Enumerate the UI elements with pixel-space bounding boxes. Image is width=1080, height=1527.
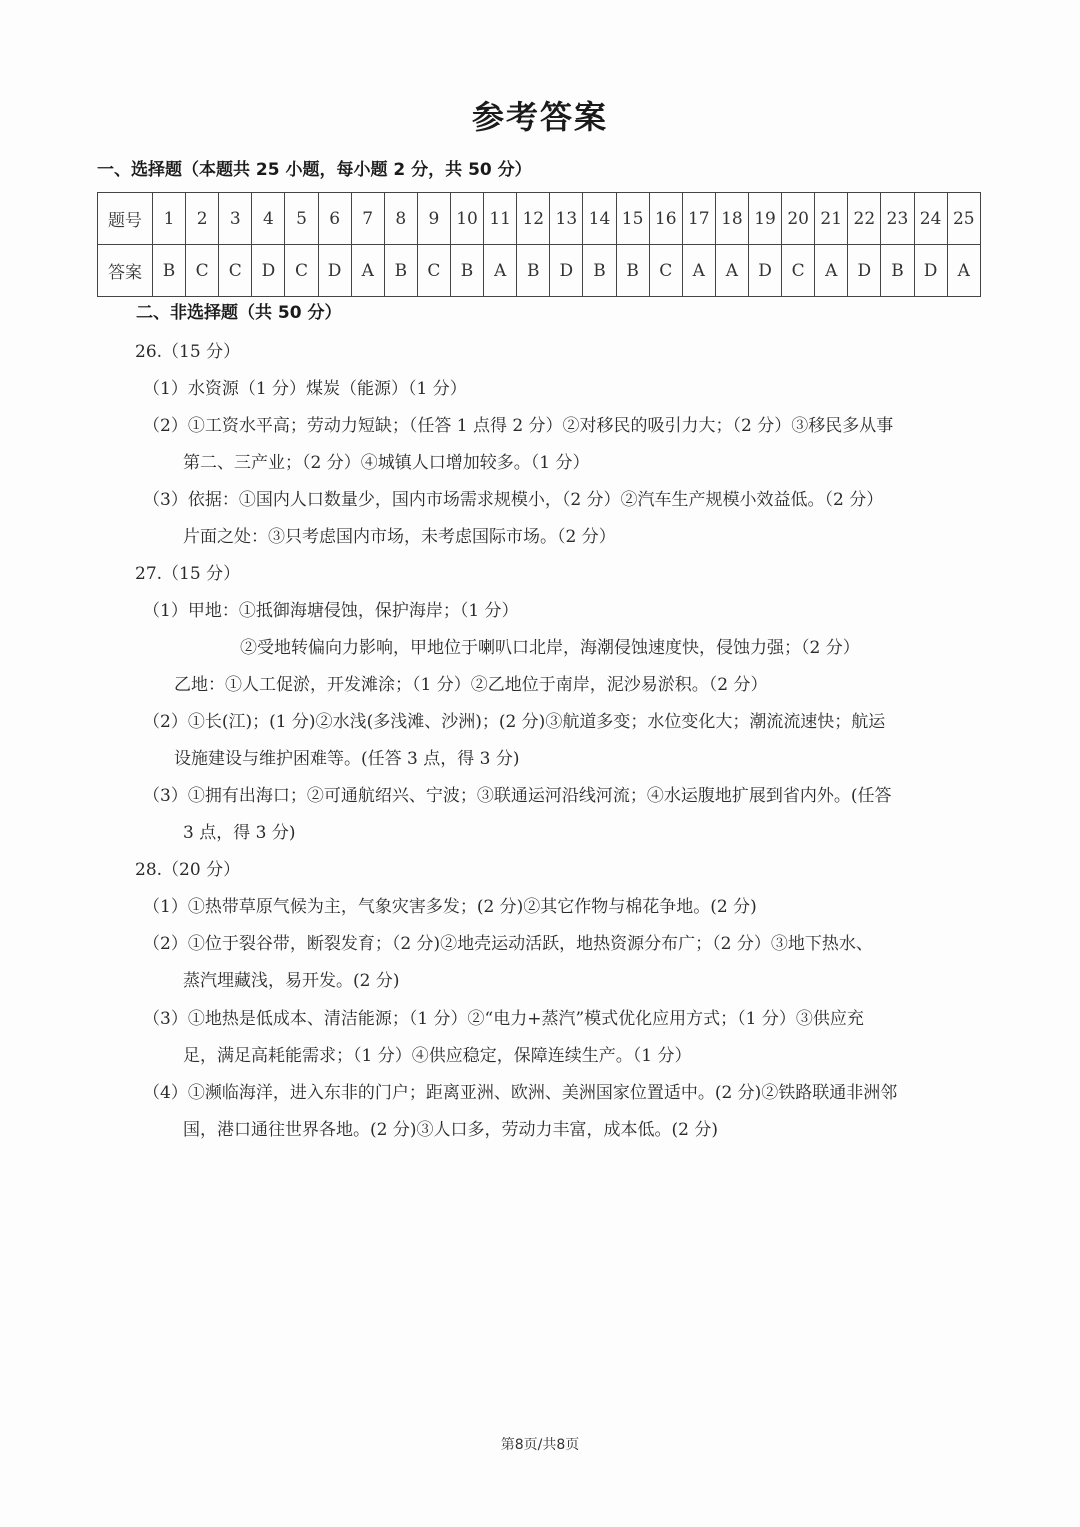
section-heading-free-response: 二、非选择题（共 50 分） (136, 303, 342, 323)
question-number-cell: 9 (417, 193, 450, 245)
table-row-numbers (98, 193, 981, 245)
answer-table (97, 192, 981, 297)
question-number-cell: 18 (715, 193, 748, 245)
question-number-cell: 20 (782, 193, 815, 245)
question-number-cell: 17 (682, 193, 715, 245)
question-number-cell: 12 (517, 193, 550, 245)
answer-line: （3）①拥有出海口；②可通航绍兴、宁波；③联通运河沿线河流；④水运腹地扩展到省内外。(任答 (143, 786, 892, 806)
question-number-cell: 8 (384, 193, 417, 245)
table-row-answers (98, 245, 981, 297)
answer-cell: D (848, 245, 881, 297)
question-number-cell: 2 (186, 193, 219, 245)
question-number-cell: 19 (748, 193, 781, 245)
answer-cell: B (153, 245, 186, 297)
answer-line: （2）①位于裂谷带，断裂发育；（2 分)②地壳运动活跃，地热资源分布广；（2 分）③地下热水、 (143, 934, 873, 954)
answer-line: （1）甲地：①抵御海塘侵蚀，保护海岸；（1 分） (143, 601, 519, 621)
answer-line: 国，港口通往世界各地。(2 分)③人口多，劳动力丰富，成本低。(2 分) (183, 1120, 718, 1140)
answer-cell: D (748, 245, 781, 297)
page-title: 参考答案 (471, 98, 608, 136)
answer-line: 足，满足高耗能需求；（1 分）④供应稳定，保障连续生产。（1 分） (183, 1046, 692, 1066)
answer-line: （3）①地热是低成本、清洁能源；（1 分）②“电力+蒸汽”模式优化应用方式；（1 分）③供应充 (143, 1009, 864, 1029)
answer-cell: A (682, 245, 715, 297)
answer-cell: C (285, 245, 318, 297)
page-number: 第8页/共8页 (500, 1437, 580, 1453)
answer-line: 3 点，得 3 分) (183, 823, 296, 843)
answer-cell: C (649, 245, 682, 297)
answer-cell: A (815, 245, 848, 297)
answer-cell: B (384, 245, 417, 297)
question-heading: 28.（20 分） (135, 860, 241, 880)
answer-line: （4）①濒临海洋，进入东非的门户；距离亚洲、欧洲、美洲国家位置适中。(2 分)②铁路联通非洲邻 (143, 1083, 898, 1103)
question-number-cell: 7 (351, 193, 384, 245)
question-heading: 27.（15 分） (135, 564, 241, 584)
answer-cell: D (318, 245, 351, 297)
answer-cell: B (583, 245, 616, 297)
section-heading-multiple-choice: 一、选择题（本题共 25 小题，每小题 2 分，共 50 分） (97, 160, 532, 180)
answer-line: ②受地转偏向力影响，甲地位于喇叭口北岸，海潮侵蚀速度快，侵蚀力强；（2 分） (240, 638, 860, 658)
answer-cell: B (450, 245, 483, 297)
answer-line: 乙地：①人工促淤，开发滩涂；（1 分）②乙地位于南岸，泥沙易淤积。（2 分） (174, 675, 768, 695)
question-number-cell: 10 (450, 193, 483, 245)
question-number-cell: 11 (484, 193, 517, 245)
question-number-cell: 25 (947, 193, 980, 245)
answer-cell: B (616, 245, 649, 297)
question-number-cell: 4 (252, 193, 285, 245)
table-row-label: 题号 (98, 193, 153, 245)
answer-line: 第二、三产业；（2 分）④城镇人口增加较多。（1 分） (183, 453, 590, 473)
question-number-cell: 23 (881, 193, 914, 245)
answer-cell: C (417, 245, 450, 297)
answer-line: （2）①长(江)；(1 分)②水浅(多浅滩、沙洲)；(2 分)③航道多变；水位变化大；潮流流速快；航运 (143, 712, 886, 732)
answer-cell: C (782, 245, 815, 297)
answer-line: 设施建设与维护困难等。(任答 3 点，得 3 分) (174, 749, 520, 769)
question-number-cell: 16 (649, 193, 682, 245)
table-row-label: 答案 (98, 245, 153, 297)
answer-cell: B (881, 245, 914, 297)
answer-line: （3）依据：①国内人口数量少，国内市场需求规模小，（2 分）②汽车生产规模小效益低。（2 分） (143, 490, 884, 510)
answer-line: 片面之处：③只考虑国内市场，未考虑国际市场。（2 分） (183, 527, 616, 547)
answer-line: 蒸汽埋藏浅，易开发。(2 分) (183, 971, 400, 991)
question-heading: 26.（15 分） (135, 342, 241, 362)
answer-cell: C (219, 245, 252, 297)
question-number-cell: 24 (914, 193, 947, 245)
question-number-cell: 5 (285, 193, 318, 245)
answer-cell: A (484, 245, 517, 297)
question-number-cell: 3 (219, 193, 252, 245)
question-number-cell: 1 (153, 193, 186, 245)
answer-cell: D (252, 245, 285, 297)
answer-cell: D (914, 245, 947, 297)
question-number-cell: 22 (848, 193, 881, 245)
question-number-cell: 13 (550, 193, 583, 245)
answer-line: （1）①热带草原气候为主，气象灾害多发；(2 分)②其它作物与棉花争地。(2 分) (143, 897, 757, 917)
question-number-cell: 6 (318, 193, 351, 245)
answer-cell: B (517, 245, 550, 297)
answer-line: （2）①工资水平高；劳动力短缺；（任答 1 点得 2 分）②对移民的吸引力大；（2 分）③移民多从事 (143, 416, 894, 436)
answer-cell: C (186, 245, 219, 297)
question-number-cell: 21 (815, 193, 848, 245)
answer-line: （1）水资源（1 分）煤炭（能源）（1 分） (143, 379, 467, 399)
answer-cell: A (947, 245, 980, 297)
question-number-cell: 14 (583, 193, 616, 245)
answer-cell: D (550, 245, 583, 297)
question-number-cell: 15 (616, 193, 649, 245)
answer-cell: A (351, 245, 384, 297)
answer-cell: A (715, 245, 748, 297)
